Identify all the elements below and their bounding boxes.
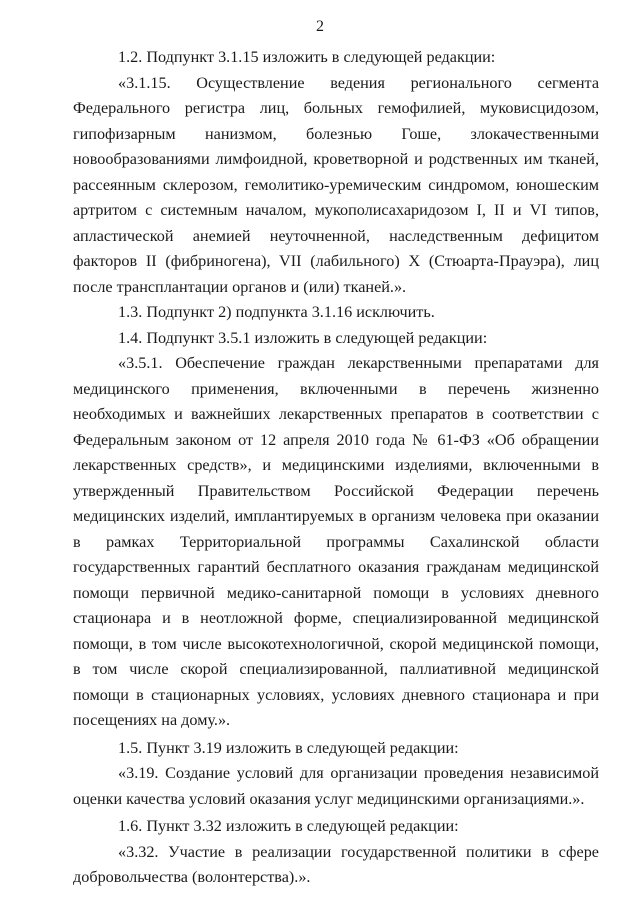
paragraph-3-19-text: «3.19. Создание условий для организации проведения независимой оценки качества условий оказания услуг медицинскими организациями.». [73, 764, 599, 808]
paragraph-1-5-heading: 1.5. Пункт 3.19 изложить в следующей редакции: [118, 738, 459, 757]
paragraph-3-5-1-text: «3.5.1. Обеспечение граждан лекарственными препаратами для медицинского применения, включенными в перечень жизненно необходимых и важнейших лекарственных препаратов в соответствии с Федеральным законом от 12 апреля 2010 года № 61-ФЗ «Об обращении лекарственных средств», и медицинскими изделиями, включенными в утвержденный Правительством Российской Федерации перечень медицинских изделий, имплантируемых в организм человека при оказании в рамках Территориальной программы Сахалинской области государственных гарантий бесплатного оказания гражданам медицинской помощи первичной медико-санитарной помощи в условиях дневного стационара и в неотложной форме, специализированной медицинской помощи, в том числе высокотехнологичной, скорой медицинской помощи, в том числе скорой специализированной, паллиативной медицинской помощи в стационарных условиях, условиях дневного стационара и при посещениях на дому.». [73, 354, 599, 729]
paragraph-3-1-15-text: «3.1.15. Осуществление ведения регионального сегмента Федерального регистра лиц, больных гемофилией, муковисцидозом, гипофизарным нанизмом, болезнью Гоше, злокачественными новообразованиями лимфоидной, кроветворной и родственных им тканей, рассеянным склерозом, гемолитико-уремическим синдромом, юношеским артритом с системным началом, мукополисахаридозом I, II и VI типов, апластической анемией неуточненной, наследственным дефицитом факторов II (фибриногена), VII (лабильного) X (Стюарта-Прауэра), лиц после трансплантации органов и (или) тканей.». [73, 73, 599, 296]
paragraph-1-4-heading: 1.4. Подпункт 3.5.1 изложить в следующей редакции: [118, 328, 488, 347]
document-body [73, 45, 599, 891]
page-number: 2 [316, 18, 324, 35]
paragraph-3-32-text: «3.32. Участие в реализации государственной политики в сфере добровольчества (волонтерства).». [73, 842, 599, 886]
paragraph-1-6-heading: 1.6. Пункт 3.32 изложить в следующей редакции: [118, 817, 459, 835]
paragraph-1-3: 1.3. Подпункт 2) подпункта 3.1.16 исключить. [118, 303, 435, 321]
paragraph-1-2-heading: 1.2. Подпункт 3.1.15 изложить в следующей редакции: [118, 48, 496, 66]
